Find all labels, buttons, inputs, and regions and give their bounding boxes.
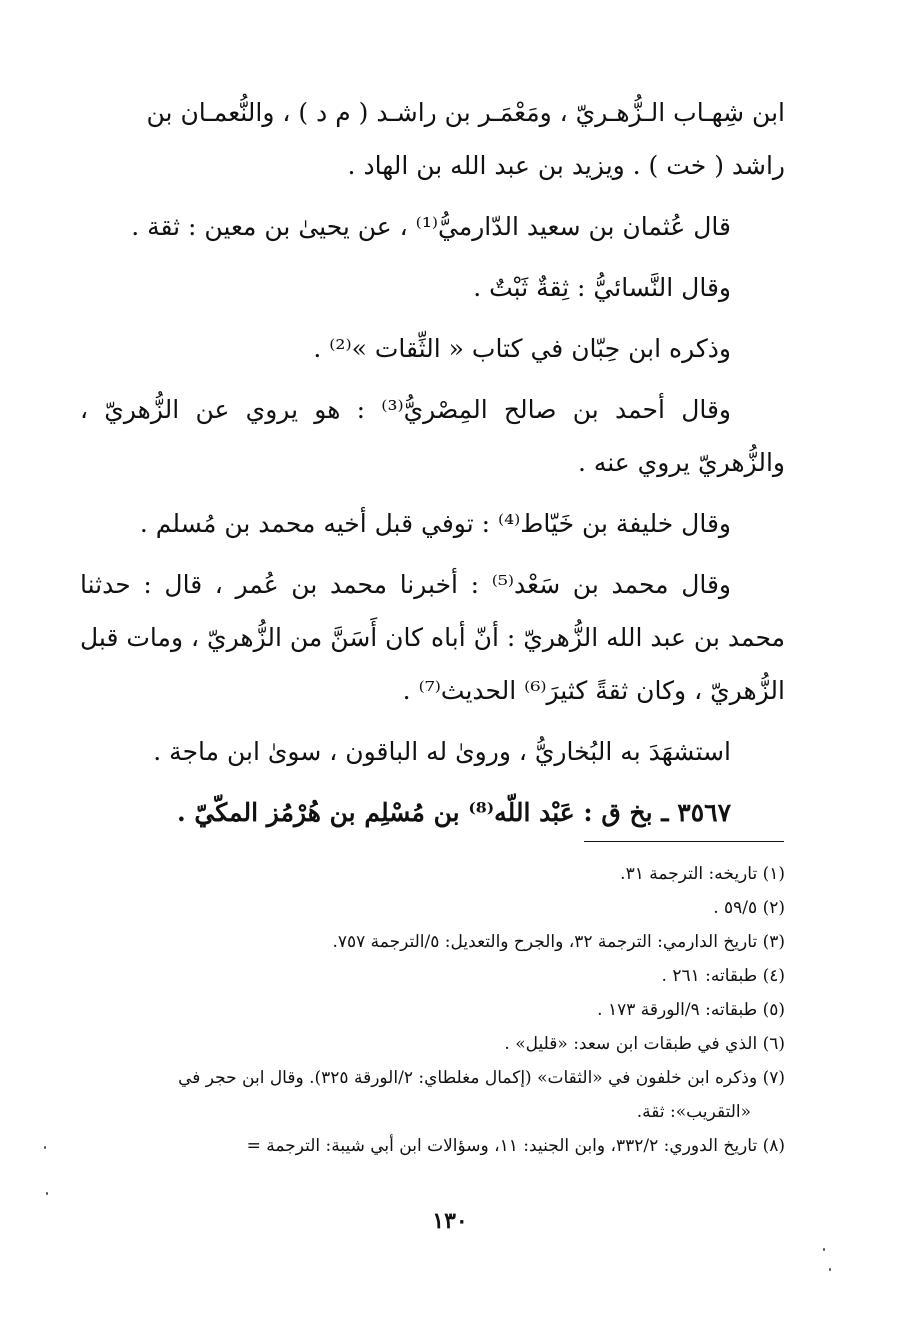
footnote-3: (٣) تاريخ الدارمي: الترجمة ٣٢، والجرح والتعديل: ٥/الترجمة ٧٥٧. bbox=[332, 932, 785, 952]
paragraph-khalifa: وقال خليفة بن خَيّاط⁽⁴⁾ : توفي قبل أخيه محمد بن مُسلم . bbox=[139, 509, 731, 538]
footnotes-section bbox=[70, 857, 785, 1163]
paragraph-ahmad-ibn-salih: وقال أحمد بن صالح المِصْريُّ⁽³⁾ : هو يروي عن الزُّهريّ ، والزُّهريّ يروي عنه . bbox=[80, 395, 785, 477]
footnote-8: (٨) تاريخ الدوري: ٣٣٢/٢، وابن الجنيد: ١١، وسؤالات ابن أبي شيبة: الترجمة = bbox=[246, 1136, 785, 1156]
paragraph-narrators bbox=[80, 86, 785, 192]
footnote-1: (١) تاريخه: الترجمة ٣١. bbox=[620, 864, 785, 884]
scan-speck bbox=[829, 1268, 831, 1271]
footnote-2: (٢) ٥٩/٥ . bbox=[713, 898, 785, 918]
footnote-7-continuation: «التقريب»: ثقة. bbox=[636, 1102, 751, 1122]
paragraph-narrators-line2: راشد ( خت ) . ويزيد بن عبد الله بن الهاد . bbox=[347, 151, 785, 180]
paragraph-darimi: قال عُثمان بن سعيد الدّارميُّ⁽¹⁾ ، عن يحيىٰ بن معين : ثقة . bbox=[131, 212, 731, 241]
paragraph-nasai: وقال النَّسائيُّ : ثِقةٌ ثَبْتٌ . bbox=[473, 273, 731, 302]
page-number: ١٣٠ bbox=[432, 1208, 468, 1234]
paragraph-ibn-saad: وقال محمد بن سَعْد⁽⁵⁾ : أخبرنا محمد بن عُمر ، قال : حدثنا محمد بن عبد الله الزُّهريّ : أنّ أباه كان أَسَنَّ من الزُّهريّ ، ومات قبل الزُّهريّ ، وكان ثقةً كثيرَ⁽⁶⁾ الحديث⁽⁷⁾ . bbox=[80, 570, 785, 705]
footnote-7: (٧) وذكره ابن خلفون في «الثقات» (إكمال مغلطاي: ٢/الورقة ٣٢٥). وقال ابن حجر في bbox=[178, 1068, 785, 1088]
scan-speck bbox=[823, 1248, 825, 1251]
main-text-body bbox=[80, 86, 785, 847]
scan-speck bbox=[44, 1146, 46, 1149]
entry-heading-3567: ٣٥٦٧ ـ بخ ق : عَبْد اللّه⁽⁸⁾ بن مُسْلِم بن هُرْمُز المكّيّ . bbox=[177, 798, 731, 827]
footnote-4: (٤) طبقاته: ٢٦١ . bbox=[661, 966, 785, 986]
paragraph-bukhari: استشهَدَ به البُخاريُّ ، وروىٰ له الباقون ، سوىٰ ابن ماجة . bbox=[153, 737, 731, 766]
paragraph-narrators-line1: ابن شِهـاب الـزُّهـريّ ، ومَعْمَـر بن راشـد ( م د ) ، والنُّعمـان بن bbox=[146, 98, 785, 127]
footnote-separator bbox=[584, 841, 784, 842]
footnote-5: (٥) طبقاته: ٩/الورقة ١٧٣ . bbox=[597, 1000, 785, 1020]
scan-speck bbox=[46, 1192, 48, 1195]
paragraph-ibn-hibban: وذكره ابن حِبّان في كتاب « الثِّقات »⁽²⁾ . bbox=[313, 334, 731, 363]
footnote-6: (٦) الذي في طبقات ابن سعد: «قليل» . bbox=[504, 1034, 785, 1054]
